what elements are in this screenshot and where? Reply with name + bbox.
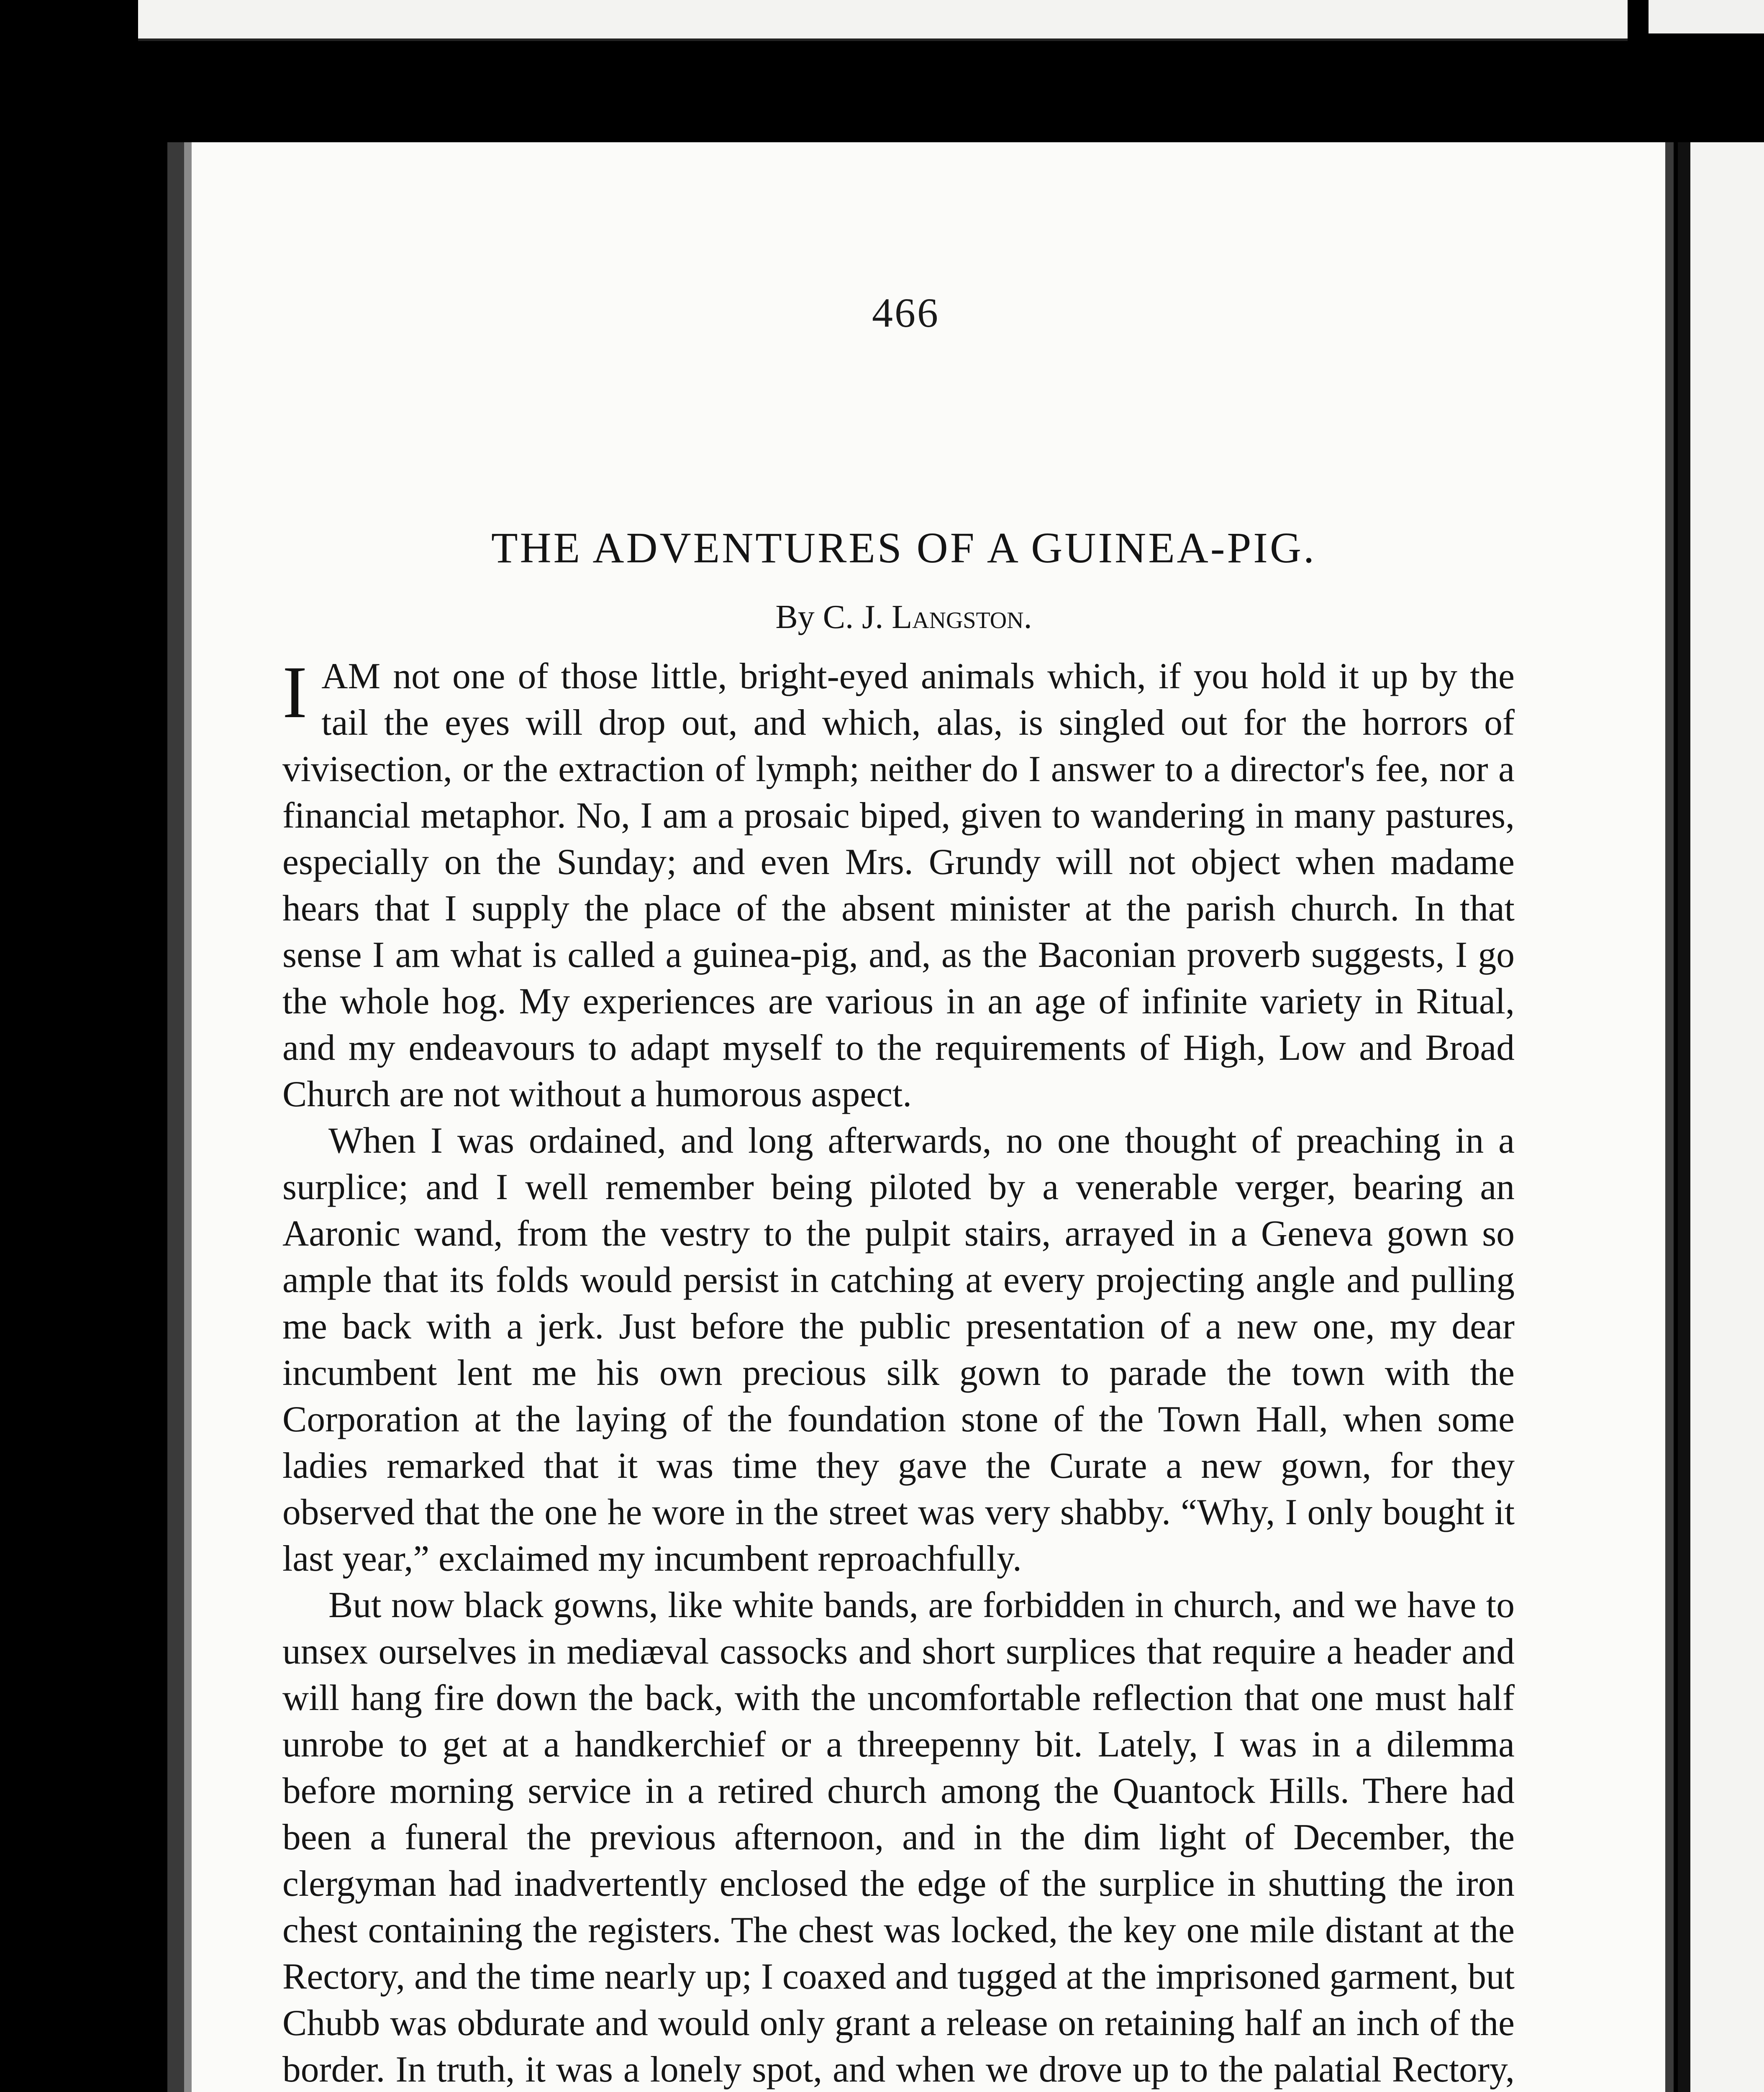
drop-cap: I: [282, 651, 308, 733]
facing-page-edge-top: [1649, 0, 1764, 33]
paragraph-2: When I was ordained, and long afterwards, no one thought of preaching in a surplice; and I well remember being piloted by a venerable verger, bearing an Aaronic wand, from the vestry to the pulpit stairs, arrayed in a Geneva gown so ample that its folds would persist in catching at every projecting angle and pulling me back with a jerk. Just before the public presentation of a new one, my dear incumbent lent me his own precious silk gown to parade the town with the Corporation at the laying of the foundation stone of the Town Hall, when some ladies remarked that it was time they gave the Curate a new gown, for they observed that the one he wore in the street was very shabby. “Why, I only bought it last year,” exclaimed my incumbent reproachfully.: [282, 1120, 1515, 1579]
article-title: THE ADVENTURES OF A GUINEA-PIG.: [491, 524, 1317, 572]
paragraph-1-text: AM not one of those little, bright-eyed animals which, if you hold it up by the tail the eyes will drop out, and which, alas, is singled out for the horrors of vivisection, or the extraction of lymph; neither do I answer to a director's fee, nor a financial metaphor. No, I am a prosaic biped, given to wandering in many pastures, especially on the Sunday; and even Mrs. Grundy will not object when madame hears that I supply the place of the absent minister at the parish church. In that sense I am what is called a guinea-pig, and, as the Baconian proverb suggests, I go the whole hog. My experiences are various in an age of infinite variety in Ritual, and my endeavours to adapt myself to the requirements of High, Low and Broad Church are not without a humorous aspect.: [282, 656, 1515, 1114]
paragraph-3: But now black gowns, like white bands, are forbidden in church, and we have to unsex ourselves in mediæval cassocks and short surplices that require a header and will hang fire down the back, with the uncomfortable reflection that one must half unrobe to get at a handkerchief or a threepenny bit. Lately, I was in a dilemma before morning service in a retired church among the Quantock Hills. There had been a funeral the previous afternoon, and in the dim light of December, the clergyman had inadvertently enclosed the edge of the surplice in shutting the iron chest containing the registers. The chest was locked, the key one mile distant at the Rectory, and the time nearly up; I coaxed and tugged at the imprisoned garment, but Chubb was obdurate and would only grant a release on retaining half an inch of the border. In truth, it was a lonely spot, and when we drove up to the palatial Rectory,: [282, 1584, 1515, 2089]
byline-prefix: By: [775, 599, 815, 636]
article-body: [282, 653, 1515, 2092]
author-name: C. J. Langston.: [823, 599, 1032, 636]
page-number: 466: [872, 290, 940, 336]
previous-page-edge: [138, 0, 1628, 41]
paragraph-1: [282, 653, 1515, 1117]
facing-page-edge: [1678, 142, 1764, 2092]
byline: [335, 598, 1473, 636]
